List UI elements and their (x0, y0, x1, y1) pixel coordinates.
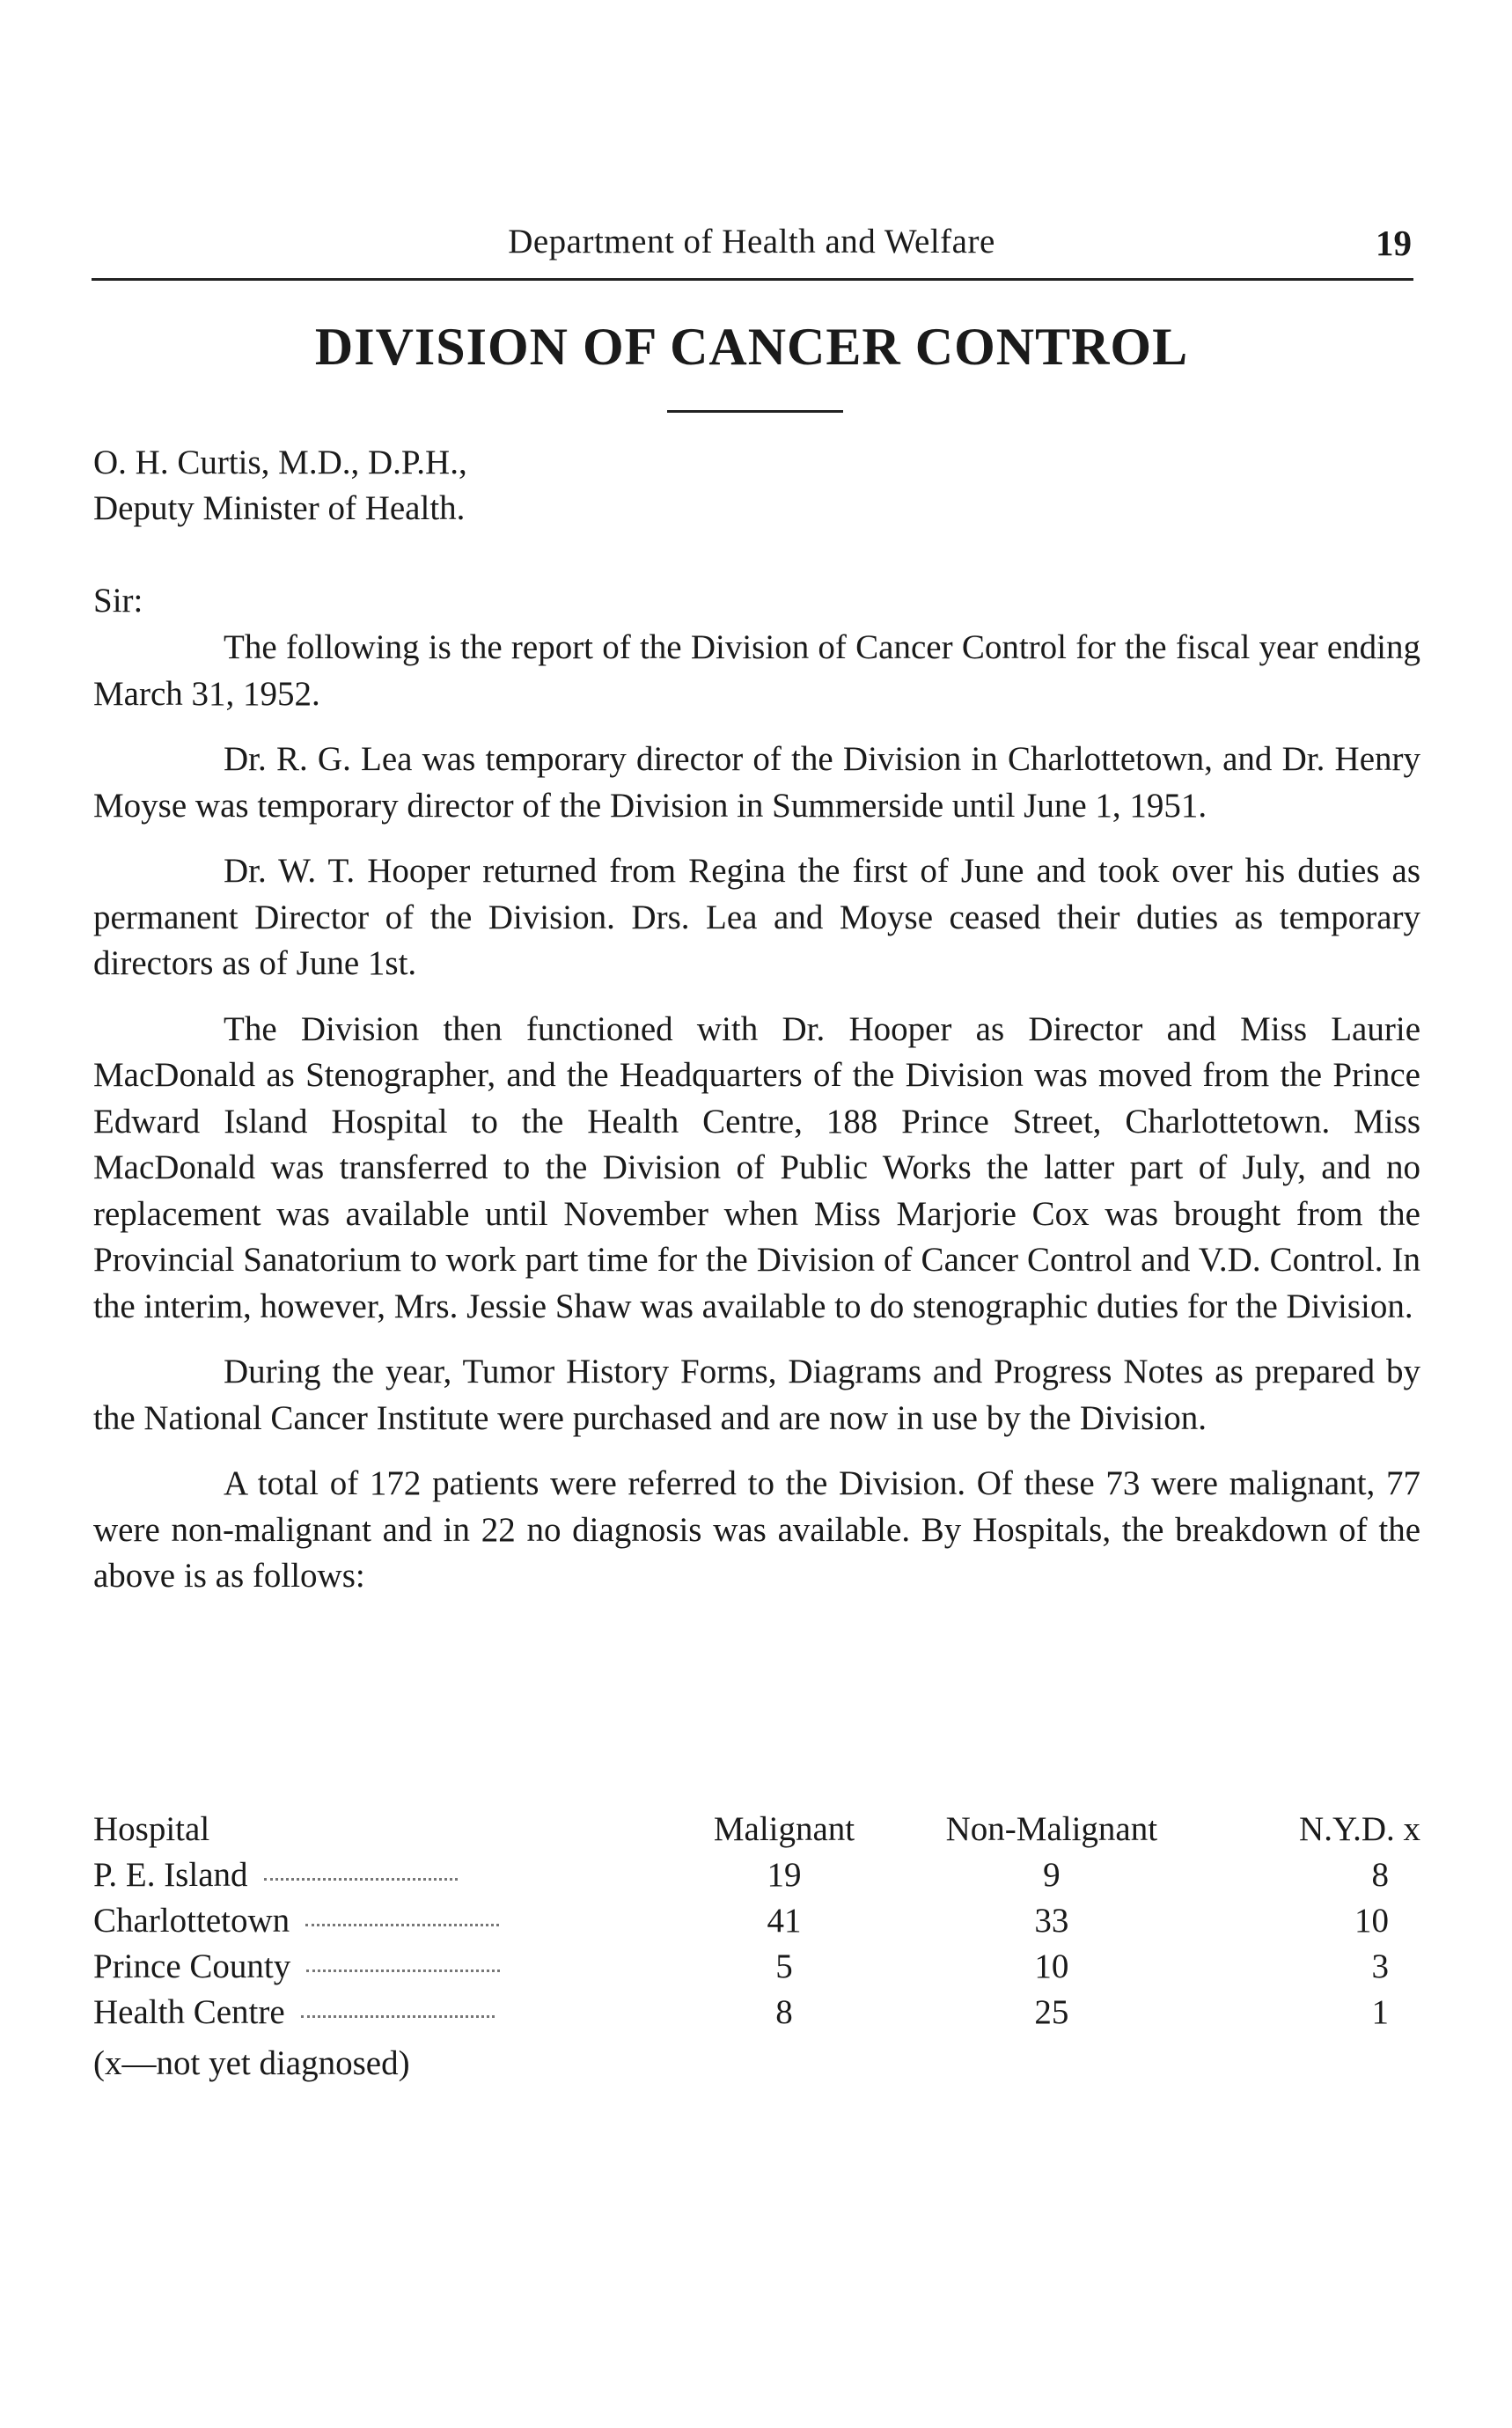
hospital-name: Charlottetown (93, 1902, 290, 1940)
report-body (93, 625, 1420, 1619)
page-number: 19 (1376, 223, 1412, 263)
nyd-cell: 3 (1371, 1948, 1389, 1985)
malignant-cell: 5 (775, 1948, 793, 1985)
addressee-block (93, 440, 467, 532)
hospital-cell (93, 1855, 684, 1901)
table-row (93, 1947, 1420, 1992)
hospital-cell (93, 1992, 684, 2038)
paragraph: Dr. W. T. Hooper returned from Regina the first of June and took over his duties as permanent Director of the Division. Drs. Lea and Moyse ceased their duties as temporary directors as of June 1st. (93, 852, 1420, 982)
hospital-cell (93, 1947, 684, 1992)
nyd-cell: 10 (1354, 1902, 1389, 1940)
hospital-cell (93, 1901, 684, 1947)
page-title: DIVISION OF CANCER CONTROL (314, 318, 1189, 376)
addressee-name: O. H. Curtis, M.D., D.P.H., (93, 444, 467, 481)
table-header-row (93, 1809, 1420, 1855)
dot-leader (306, 1970, 500, 1972)
non-malignant-cell: 25 (1034, 1993, 1069, 2031)
malignant-cell: 19 (767, 1856, 802, 1894)
running-header (92, 222, 1412, 275)
non-malignant-cell: 9 (1043, 1856, 1061, 1894)
table-row (93, 1901, 1420, 1947)
dot-leader (305, 1924, 499, 1926)
paragraph: A total of 172 patients were referred to the Division. Of these 73 were malignant, 77 were non-malignant and in 22 no diagnosis was available. By Hospitals, the breakdown of the above is as follows: (93, 1464, 1420, 1595)
table-row (93, 1855, 1420, 1901)
hospital-name: P. E. Island (93, 1856, 248, 1894)
dot-leader (264, 1878, 458, 1881)
hospital-breakdown-table (93, 1809, 1420, 2038)
title-rule (667, 410, 843, 413)
paragraph: During the year, Tumor History Forms, Diagrams and Progress Notes as prepared by the National Cancer Institute were purchased and are now in use by the Division. (93, 1353, 1420, 1437)
addressee-title: Deputy Minister of Health. (93, 489, 466, 527)
column-header-nyd: N.Y.D. x (1299, 1810, 1420, 1848)
non-malignant-cell: 10 (1034, 1948, 1069, 1985)
table-row (93, 1992, 1420, 2038)
dot-leader (301, 2015, 495, 2018)
paragraph: The following is the report of the Division of Cancer Control for the fiscal year ending March 31, 1952. (93, 628, 1420, 713)
paragraph: Dr. R. G. Lea was temporary director of the Division in Charlottetown, and Dr. Henry Moyse was temporary director of the Division in Summerside until June 1, 1951. (93, 740, 1420, 825)
hospital-name: Prince County (93, 1948, 291, 1985)
header-rule (92, 278, 1413, 281)
column-header-malignant: Malignant (713, 1810, 855, 1848)
nyd-cell: 8 (1371, 1856, 1389, 1894)
malignant-cell: 8 (775, 1993, 793, 2031)
paragraph: The Division then functioned with Dr. Hooper as Director and Miss Laurie MacDonald as Stenographer, and the Headquarters of the Division was moved from the Prince Edward Island Hospital to the Health Centre, 188 Prince Street, Charlottetown. Miss MacDonald was transferred to the Division of Public Works the latter part of July, and no replacement was available until November when Miss Marjorie Cox was brought from the Provincial Sanatorium to work part time for the Division of Cancer Control and V.D. Control. In the interim, however, Mrs. Jessie Shaw was available to do stenographic duties for the Division. (93, 1009, 1420, 1325)
column-header-hospital: Hospital (93, 1810, 210, 1848)
malignant-cell: 41 (767, 1902, 802, 1940)
hospital-name: Health Centre (93, 1993, 285, 2031)
running-title: Department of Health and Welfare (508, 223, 995, 260)
column-header-non-malignant: Non-Malignant (945, 1810, 1158, 1848)
nyd-cell: 1 (1371, 1993, 1389, 2031)
table-footnote: (x—not yet diagnosed) (93, 2044, 410, 2082)
salutation: Sir: (93, 582, 143, 620)
non-malignant-cell: 33 (1034, 1902, 1069, 1940)
